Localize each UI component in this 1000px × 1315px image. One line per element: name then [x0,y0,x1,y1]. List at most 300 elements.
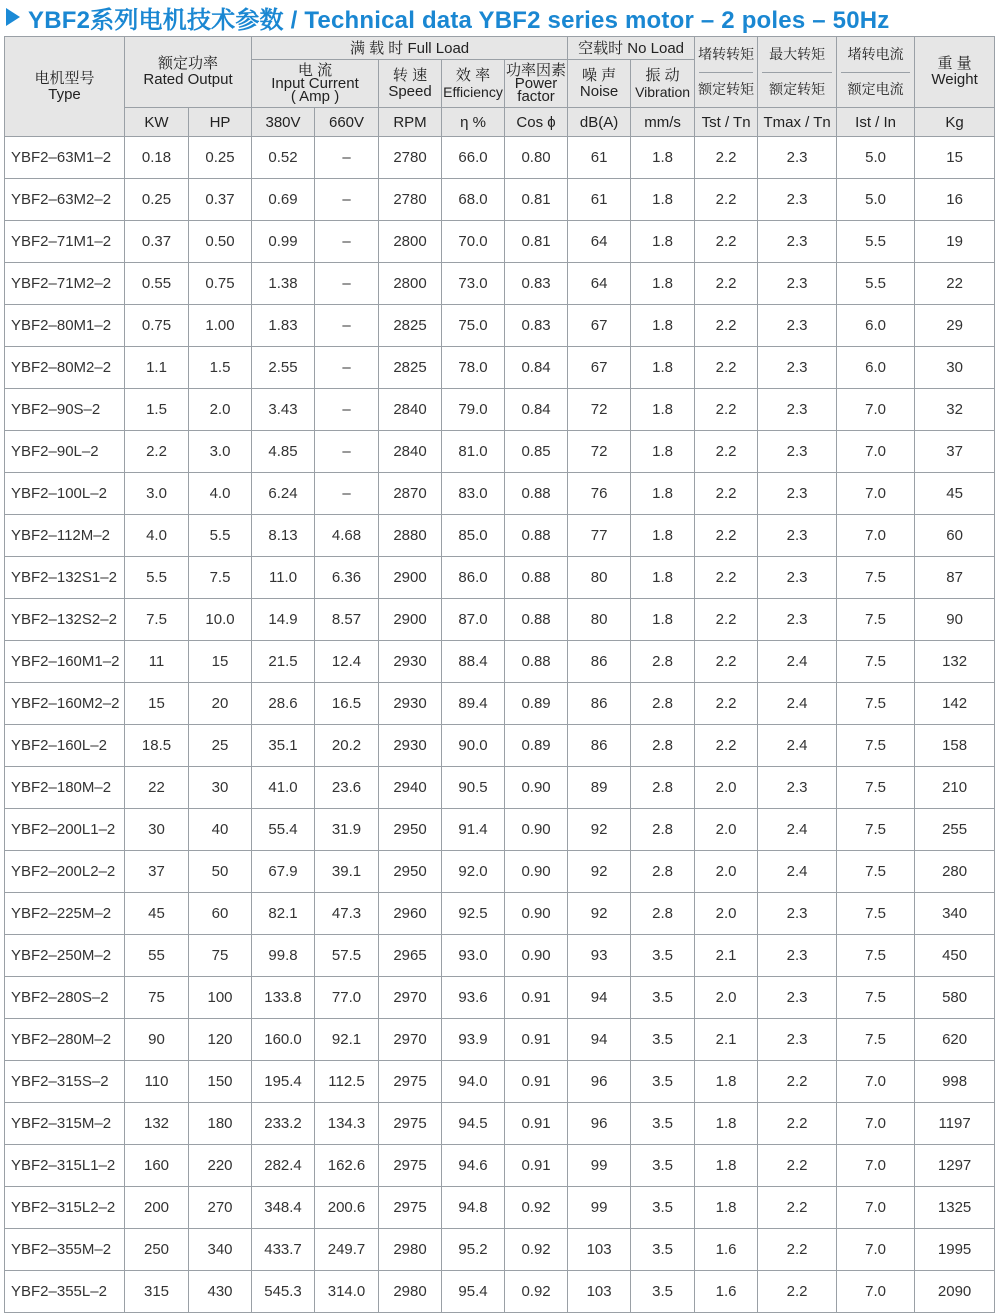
table-row [5,263,995,305]
table-cell: 99 [568,1187,631,1229]
table-cell: 2970 [379,1019,442,1061]
table-cell: 1995 [915,1229,995,1271]
table-cell: 1.38 [252,263,315,305]
table-cell: 1297 [915,1145,995,1187]
motor-type-cell: YBF2–200L2–2 [5,851,125,893]
motor-type-cell: YBF2–355L–2 [5,1271,125,1313]
table-cell: 66.0 [442,137,505,179]
title-bar [6,2,890,32]
table-cell: 60 [189,893,252,935]
table-cell: 1.6 [695,1271,758,1313]
table-cell: 90 [125,1019,189,1061]
table-cell: 1.8 [631,221,695,263]
table-cell: 2800 [379,221,442,263]
unit-header-cell: mm/s [631,108,695,137]
vibration-header [631,60,695,108]
table-cell: 37 [125,851,189,893]
table-cell: 2.4 [758,851,837,893]
table-cell: 0.88 [505,641,568,683]
locked-torque-header-bottom: 额定转矩 [698,81,755,98]
table-cell: 57.5 [315,935,379,977]
table-cell: 35.1 [252,725,315,767]
table-cell: 3.5 [631,1103,695,1145]
table-cell: 2.3 [758,389,837,431]
table-cell: 67 [568,305,631,347]
table-cell: – [315,221,379,263]
table-cell: 2970 [379,977,442,1019]
rated-output-header-en: Rated Output [143,71,233,88]
table-cell: 3.5 [631,977,695,1019]
table-cell: – [315,263,379,305]
table-cell: 433.7 [252,1229,315,1271]
motor-type-cell: YBF2–280S–2 [5,977,125,1019]
table-cell: 2825 [379,347,442,389]
table-cell: 3.5 [631,1271,695,1313]
table-cell: 2.3 [758,431,837,473]
motor-type-cell: YBF2–315L2–2 [5,1187,125,1229]
table-cell: 2840 [379,389,442,431]
table-cell: 2975 [379,1061,442,1103]
table-cell: 87.0 [442,599,505,641]
table-cell: 2.2 [695,137,758,179]
table-cell: 2.8 [631,641,695,683]
table-cell: 15 [189,641,252,683]
table-cell: 92.1 [315,1019,379,1061]
table-cell: 2.2 [758,1187,837,1229]
motor-type-cell: YBF2–315L1–2 [5,1145,125,1187]
table-cell: 134.3 [315,1103,379,1145]
table-cell: 6.24 [252,473,315,515]
table-cell: 91.4 [442,809,505,851]
unit-header-cell: 380V [252,108,315,137]
table-cell: 2.2 [695,473,758,515]
table-cell: 7.0 [837,1229,915,1271]
unit-header-cell: KW [125,108,189,137]
table-cell: 50 [189,851,252,893]
motor-type-cell: YBF2–225M–2 [5,893,125,935]
table-cell: 2.8 [631,725,695,767]
speed-header-en: Speed [388,82,432,100]
table-cell: 45 [915,473,995,515]
table-cell: 0.90 [505,851,568,893]
table-cell: 75.0 [442,305,505,347]
max-torque-header-bottom: 额定转矩 [769,81,826,98]
table-row [5,641,995,683]
table-row [5,515,995,557]
table-cell: 0.92 [505,1187,568,1229]
table-cell: 0.75 [125,305,189,347]
table-cell: 75 [125,977,189,1019]
table-cell: 7.0 [837,1103,915,1145]
table-cell: 2.3 [758,137,837,179]
table-row [5,809,995,851]
table-cell: 348.4 [252,1187,315,1229]
motor-type-cell: YBF2–250M–2 [5,935,125,977]
efficiency-header [442,60,505,108]
table-cell: 0.25 [189,137,252,179]
table-cell: 2975 [379,1187,442,1229]
table-cell: 2960 [379,893,442,935]
table-cell: 2.2 [695,347,758,389]
table-cell: 150 [189,1061,252,1103]
noise-header-cn: 噪 声 [581,66,617,84]
table-cell: 2.8 [631,767,695,809]
power-factor-header-cn: 功率因素 [506,62,567,79]
table-cell: 430 [189,1271,252,1313]
table-cell: 2.2 [695,179,758,221]
table-cell: 47.3 [315,893,379,935]
table-cell: 0.90 [505,893,568,935]
table-cell: 2.0 [695,809,758,851]
table-cell: 620 [915,1019,995,1061]
table-cell: 90 [915,599,995,641]
table-cell: 282.4 [252,1145,315,1187]
current-header [252,60,379,108]
table-cell: 0.91 [505,1019,568,1061]
table-cell: 2.3 [758,557,837,599]
motor-type-cell: YBF2–80M1–2 [5,305,125,347]
table-cell: 18.5 [125,725,189,767]
motor-type-cell: YBF2–132S2–2 [5,599,125,641]
table-cell: 77.0 [315,977,379,1019]
table-cell: 2940 [379,767,442,809]
table-cell: – [315,389,379,431]
table-cell: 7.0 [837,473,915,515]
table-cell: 2.55 [252,347,315,389]
table-cell: 2930 [379,641,442,683]
table-cell: 180 [189,1103,252,1145]
table-cell: 158 [915,725,995,767]
table-cell: 12.4 [315,641,379,683]
table-cell: 0.81 [505,221,568,263]
table-cell: 195.4 [252,1061,315,1103]
vibration-header-cn: 振 动 [645,66,680,84]
table-cell: 1.8 [631,179,695,221]
table-cell: 16 [915,179,995,221]
table-cell: 2.2 [695,599,758,641]
table-cell: 88.4 [442,641,505,683]
max-torque-header [758,37,837,108]
table-cell: 1.8 [695,1187,758,1229]
table-cell: 3.0 [125,473,189,515]
table-cell: 0.69 [252,179,315,221]
table-cell: 79.0 [442,389,505,431]
table-cell: 1325 [915,1187,995,1229]
table-cell: – [315,431,379,473]
table-cell: 28.6 [252,683,315,725]
table-cell: 2.8 [631,809,695,851]
power-factor-header-en-2: factor [517,88,555,105]
table-cell: 64 [568,263,631,305]
table-cell: 2900 [379,557,442,599]
locked-current-header [837,37,915,108]
motor-type-cell: YBF2–315S–2 [5,1061,125,1103]
table-cell: 61 [568,137,631,179]
table-row [5,221,995,263]
table-cell: 0.37 [189,179,252,221]
table-cell: 73.0 [442,263,505,305]
table-cell: 30 [915,347,995,389]
weight-header-en: Weight [931,71,978,88]
table-row [5,431,995,473]
table-cell: 314.0 [315,1271,379,1313]
table-cell: 112.5 [315,1061,379,1103]
table-cell: – [315,473,379,515]
motor-type-cell: YBF2–63M1–2 [5,137,125,179]
table-cell: 1.8 [631,473,695,515]
table-cell: 2.0 [695,977,758,1019]
rated-output-header-cn: 额定功率 [158,55,219,72]
motor-type-cell: YBF2–90S–2 [5,389,125,431]
table-cell: 7.5 [837,557,915,599]
motor-type-cell: YBF2–315M–2 [5,1103,125,1145]
table-cell: 1.00 [189,305,252,347]
table-cell: – [315,347,379,389]
table-cell: 1.8 [631,305,695,347]
table-row [5,893,995,935]
table-cell: 99.8 [252,935,315,977]
table-cell: 2900 [379,599,442,641]
table-cell: 3.5 [631,935,695,977]
table-cell: 2.3 [758,221,837,263]
table-row [5,1187,995,1229]
table-cell: 1.6 [695,1229,758,1271]
table-cell: 0.88 [505,473,568,515]
motor-type-cell: YBF2–280M–2 [5,1019,125,1061]
table-cell: – [315,137,379,179]
table-row [5,935,995,977]
table-cell: 1.8 [631,599,695,641]
table-cell: 0.75 [189,263,252,305]
table-cell: 998 [915,1061,995,1103]
table-cell: – [315,179,379,221]
unit-header-cell: Ist / In [837,108,915,137]
table-cell: 25 [189,725,252,767]
table-cell: 1.8 [631,389,695,431]
table-cell: 200 [125,1187,189,1229]
table-cell: 30 [189,767,252,809]
table-cell: 2.0 [695,851,758,893]
full-load-header: 满 载 时 Full Load [252,37,568,60]
table-row [5,683,995,725]
table-cell: 2825 [379,305,442,347]
table-cell: 0.88 [505,599,568,641]
table-cell: 2.3 [758,179,837,221]
table-cell: 2.2 [758,1271,837,1313]
table-cell: 2.4 [758,809,837,851]
table-row [5,767,995,809]
table-cell: 2950 [379,809,442,851]
table-cell: 92 [568,851,631,893]
table-cell: 7.5 [837,893,915,935]
table-cell: 1.83 [252,305,315,347]
motor-type-cell: YBF2–90L–2 [5,431,125,473]
table-cell: 16.5 [315,683,379,725]
table-cell: 1.8 [631,263,695,305]
table-cell: 162.6 [315,1145,379,1187]
table-cell: 7.5 [125,599,189,641]
table-cell: 5.5 [837,221,915,263]
table-cell: 7.5 [837,977,915,1019]
table-cell: 7.0 [837,389,915,431]
table-cell: 45 [125,893,189,935]
table-cell: 0.83 [505,263,568,305]
table-row [5,389,995,431]
table-cell: 31.9 [315,809,379,851]
table-cell: 2880 [379,515,442,557]
type-header [5,37,125,137]
table-cell: 7.5 [837,851,915,893]
table-cell: 2.2 [695,389,758,431]
table-cell: 1.8 [695,1061,758,1103]
table-row [5,851,995,893]
table-cell: 2.3 [758,977,837,1019]
table-cell: 2.3 [758,515,837,557]
table-cell: 2780 [379,179,442,221]
table-cell: 450 [915,935,995,977]
table-cell: 0.83 [505,305,568,347]
noise-header [568,60,631,108]
table-row [5,1271,995,1313]
unit-header-cell: 660V [315,108,379,137]
table-cell: 15 [915,137,995,179]
table-cell: 14.9 [252,599,315,641]
table-cell: 2.8 [631,893,695,935]
table-cell: 2.8 [631,851,695,893]
table-row [5,137,995,179]
table-cell: 250 [125,1229,189,1271]
table-cell: 0.92 [505,1229,568,1271]
table-cell: 96 [568,1061,631,1103]
table-cell: 2975 [379,1103,442,1145]
table-cell: 120 [189,1019,252,1061]
table-cell: 68.0 [442,179,505,221]
table-cell: 67.9 [252,851,315,893]
table-cell: 80 [568,557,631,599]
table-cell: 1.5 [189,347,252,389]
table-cell: 29 [915,305,995,347]
motor-type-cell: YBF2–200L1–2 [5,809,125,851]
table-row [5,1061,995,1103]
table-cell: 89 [568,767,631,809]
table-cell: 2.2 [758,1229,837,1271]
table-cell: 2950 [379,851,442,893]
table-cell: 72 [568,431,631,473]
unit-header-cell: η % [442,108,505,137]
table-cell: 77 [568,515,631,557]
table-cell: 3.5 [631,1187,695,1229]
table-cell: 3.5 [631,1019,695,1061]
unit-header-cell: RPM [379,108,442,137]
table-cell: 0.50 [189,221,252,263]
locked-current-header-top: 堵转电流 [841,37,910,73]
table-cell: 0.90 [505,809,568,851]
table-row [5,1103,995,1145]
speed-header-cn: 转 速 [392,66,428,84]
table-cell: 5.0 [837,137,915,179]
weight-header-cn: 重 量 [937,55,972,72]
table-cell: 3.5 [631,1229,695,1271]
table-cell: 0.90 [505,935,568,977]
table-cell: 30 [125,809,189,851]
table-cell: 81.0 [442,431,505,473]
table-cell: 55.4 [252,809,315,851]
table-cell: 70.0 [442,221,505,263]
table-cell: 2.2 [695,515,758,557]
table-cell: 7.5 [837,599,915,641]
table-cell: 1.8 [631,515,695,557]
table-cell: 90.5 [442,767,505,809]
table-cell: 0.88 [505,557,568,599]
table-cell: 0.81 [505,179,568,221]
page-title: YBF2系列电机技术参数 / Technical data YBF2 series motor – 2 poles – 50Hz [28,6,890,34]
table-cell: 280 [915,851,995,893]
table-cell: 87 [915,557,995,599]
table-cell: 3.43 [252,389,315,431]
table-cell: 2.4 [758,683,837,725]
table-cell: 249.7 [315,1229,379,1271]
technical-data-table [4,36,995,1313]
table-cell: 20.2 [315,725,379,767]
table-cell: 41.0 [252,767,315,809]
units-row [5,108,995,137]
table-cell: 64 [568,221,631,263]
table-cell: 86 [568,683,631,725]
weight-header [915,37,995,108]
table-cell: 22 [125,767,189,809]
motor-type-cell: YBF2–63M2–2 [5,179,125,221]
table-cell: 132 [125,1103,189,1145]
efficiency-header-cn: 效 率 [455,66,491,84]
table-cell: 20 [189,683,252,725]
table-cell: 0.91 [505,1103,568,1145]
table-cell: 7.5 [837,1019,915,1061]
table-row [5,179,995,221]
table-cell: 5.5 [189,515,252,557]
table-cell: 160.0 [252,1019,315,1061]
table-cell: 2975 [379,1145,442,1187]
table-cell: 7.0 [837,1187,915,1229]
table-cell: 5.5 [837,263,915,305]
unit-header-cell: Cos ϕ [505,108,568,137]
current-header-cn: 电 流 [297,62,333,79]
table-cell: 220 [189,1145,252,1187]
table-cell: 75 [189,935,252,977]
table-cell: 86.0 [442,557,505,599]
table-cell: 340 [915,893,995,935]
table-cell: 3.5 [631,1145,695,1187]
table-cell: 2.8 [631,683,695,725]
table-cell: 132 [915,641,995,683]
table-cell: 0.90 [505,767,568,809]
table-cell: 110 [125,1061,189,1103]
table-cell: 2930 [379,725,442,767]
motor-type-cell: YBF2–355M–2 [5,1229,125,1271]
table-cell: 4.68 [315,515,379,557]
table-cell: 7.5 [837,641,915,683]
table-cell: 94.5 [442,1103,505,1145]
table-cell: 23.6 [315,767,379,809]
table-row [5,1229,995,1271]
table-cell: 7.5 [837,725,915,767]
motor-type-cell: YBF2–160M1–2 [5,641,125,683]
table-cell: 2870 [379,473,442,515]
table-row [5,1019,995,1061]
table-cell: 93.0 [442,935,505,977]
table-cell: 2.2 [695,725,758,767]
table-cell: 0.91 [505,1061,568,1103]
table-cell: 78.0 [442,347,505,389]
